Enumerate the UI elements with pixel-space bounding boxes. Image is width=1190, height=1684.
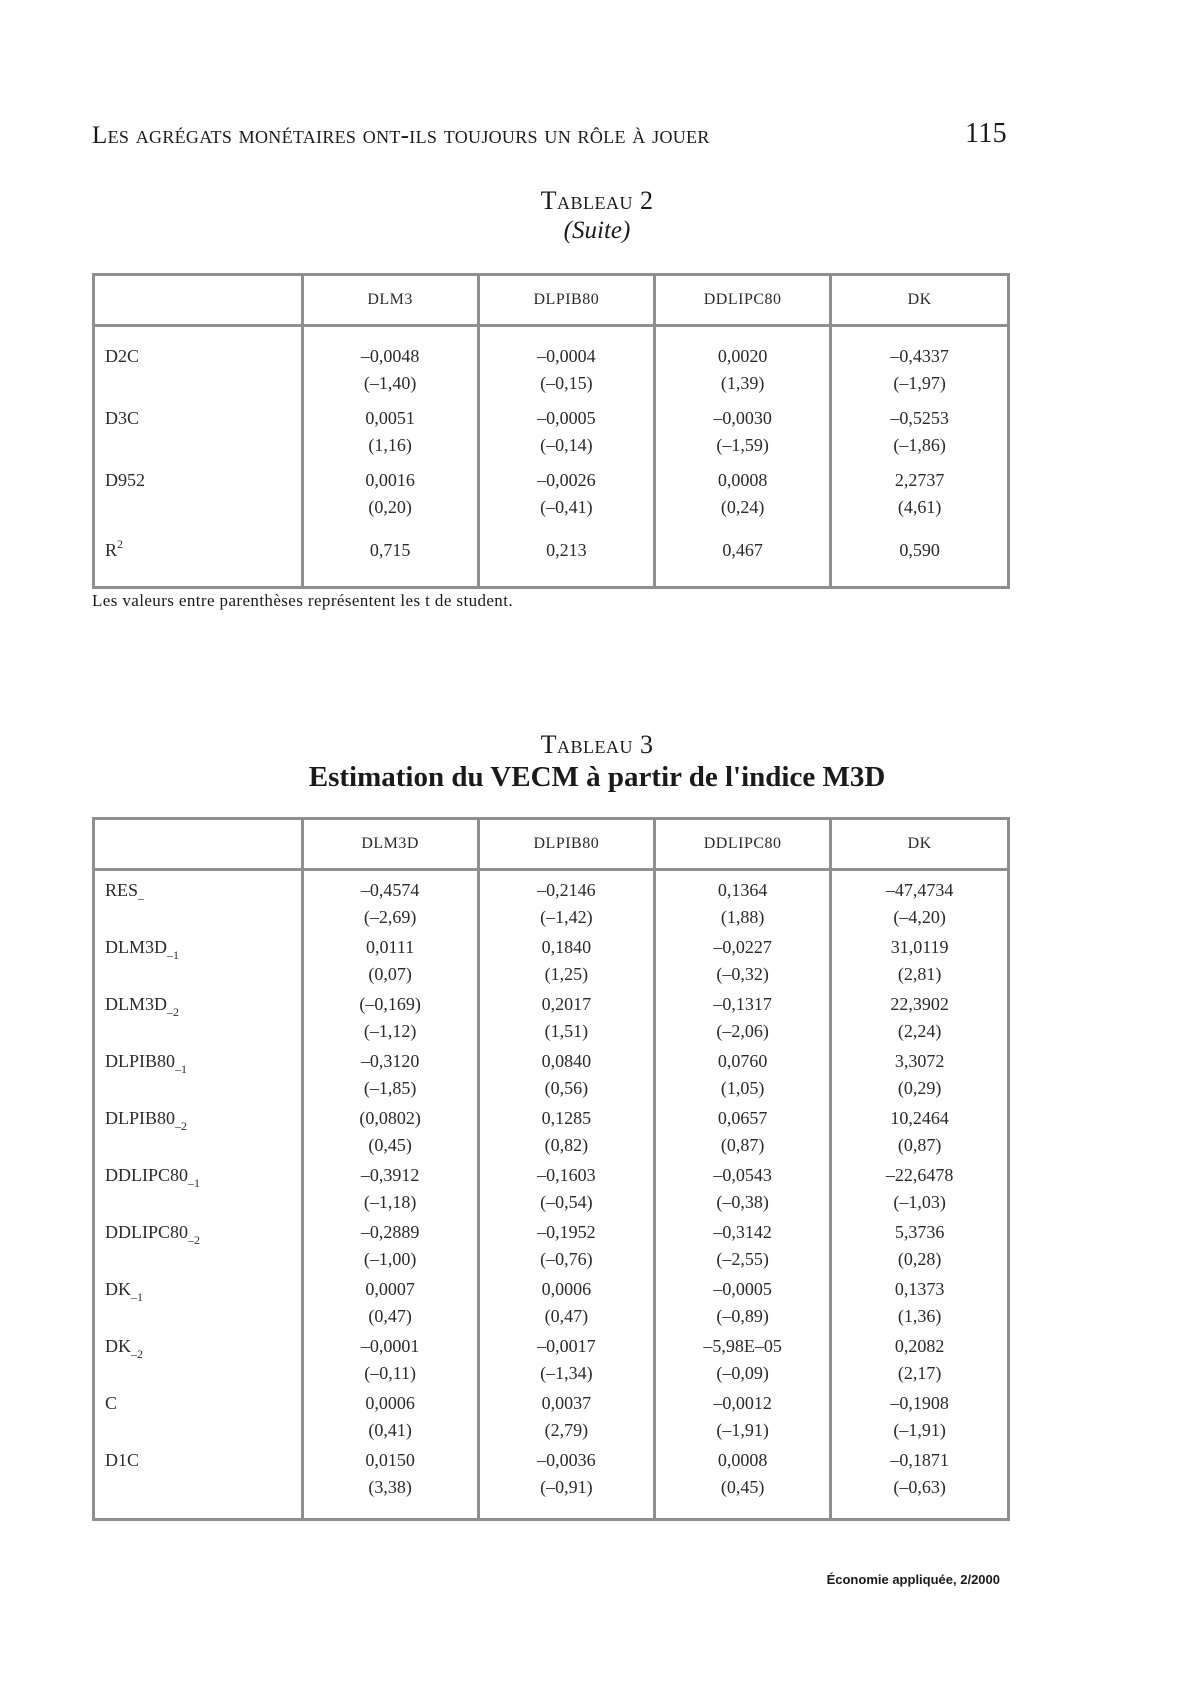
r2-value: 0,590	[831, 523, 1007, 586]
row-label-name: DK	[105, 1279, 131, 1299]
table3-cell	[655, 1219, 831, 1276]
coefficient-value: 0,0007	[365, 1279, 415, 1299]
row-label-name: DDLIPC80	[105, 1222, 189, 1242]
table3-cell	[302, 1276, 478, 1333]
t-statistic: (–1,97)	[893, 373, 946, 393]
table2-cell	[302, 326, 478, 400]
coefficient-value: 22,3902	[890, 994, 949, 1014]
table3-cell	[831, 1390, 1007, 1447]
t-statistic: (2,17)	[897, 1363, 942, 1383]
t-statistic: (–0,38)	[716, 1192, 769, 1212]
row-label-name: D2C	[105, 346, 140, 366]
r2-value: 0,213	[478, 523, 654, 586]
coefficient-value: –0,4337	[890, 346, 949, 366]
t-statistic: (–0,14)	[540, 435, 593, 455]
t-statistic: (1,36)	[897, 1306, 942, 1326]
table3-row	[95, 870, 1007, 935]
coefficient-value: –0,4574	[360, 880, 420, 900]
table3-frame	[92, 817, 1010, 1521]
table3-cell	[655, 870, 831, 935]
table3-col-header: DDLIPC80	[655, 820, 831, 870]
table2-header-row	[95, 276, 1007, 326]
coefficient-value: 0,1840	[541, 937, 592, 957]
table2-row	[95, 399, 1007, 461]
t-statistic: (–0,89)	[716, 1306, 769, 1326]
table3-cell	[302, 1447, 478, 1518]
table3-row-label	[95, 1162, 302, 1219]
table3-cell	[302, 1219, 478, 1276]
table3-col-header: DK	[831, 820, 1007, 870]
t-statistic: (0,20)	[368, 497, 412, 517]
table3-cell	[302, 1333, 478, 1390]
table3-cell	[478, 934, 654, 991]
coefficient-value: 31,0119	[890, 937, 949, 957]
table3-col-header: DLM3D	[302, 820, 478, 870]
row-label-lag: –1	[175, 1062, 188, 1076]
table3-row	[95, 934, 1007, 991]
t-statistic: (0,47)	[368, 1306, 412, 1326]
table2-cell	[302, 399, 478, 461]
journal-footer: Économie appliquée, 2/2000	[826, 1572, 1000, 1587]
coefficient-value: 0,0020	[717, 346, 768, 366]
t-statistic: (–1,86)	[893, 435, 946, 455]
coefficient-value: –0,0030	[713, 408, 772, 428]
table3-cell	[831, 1447, 1007, 1518]
coefficient-value: –0,0227	[713, 937, 772, 957]
table3-cell	[478, 1333, 654, 1390]
table3-cell	[302, 991, 478, 1048]
row-label-name: D952	[105, 470, 145, 490]
page-number: 115	[965, 118, 1007, 149]
coefficient-value: –0,0004	[537, 346, 596, 366]
table2-col-header: DLM3	[302, 276, 478, 326]
coefficient-value: –0,0005	[537, 408, 596, 428]
t-statistic: (2,24)	[897, 1021, 942, 1041]
table2-row-label	[95, 326, 302, 400]
table3-cell	[478, 991, 654, 1048]
coefficient-value: –0,0001	[360, 1336, 420, 1356]
table3-row-label	[95, 1105, 302, 1162]
coefficient-value: –22,6478	[885, 1165, 954, 1185]
row-label-lag: –	[138, 891, 145, 905]
table3-cell	[302, 1390, 478, 1447]
table3-cell	[831, 1048, 1007, 1105]
t-statistic: (1,05)	[720, 1078, 765, 1098]
t-statistic: (1,51)	[544, 1021, 589, 1041]
table3-cell	[831, 1333, 1007, 1390]
coefficient-value: 0,0657	[717, 1108, 768, 1128]
table3-cell	[831, 1219, 1007, 1276]
coefficient-value: 0,0051	[365, 408, 415, 428]
table2-row	[95, 461, 1007, 523]
t-statistic: (0,87)	[720, 1135, 765, 1155]
row-label-lag: –1	[167, 948, 179, 962]
coefficient-value: 0,0111	[366, 937, 415, 957]
coefficient-value: 3,3072	[894, 1051, 945, 1071]
table3-row	[95, 1276, 1007, 1333]
table2	[95, 276, 1007, 586]
coefficient-value: 0,0760	[717, 1051, 768, 1071]
t-statistic: (–0,76)	[540, 1249, 593, 1269]
coefficient-value: –0,1871	[890, 1450, 949, 1470]
table3-row-label	[95, 934, 302, 991]
table2-col-header: DLPIB80	[478, 276, 654, 326]
table3-row	[95, 1048, 1007, 1105]
table3-cell	[655, 1162, 831, 1219]
table3-cell	[478, 1219, 654, 1276]
table3-cell	[655, 1048, 831, 1105]
t-statistic: (0,07)	[368, 964, 412, 984]
table3-cell	[831, 1276, 1007, 1333]
coefficient-value: –0,1317	[713, 994, 772, 1014]
row-label-lag: –2	[175, 1119, 188, 1133]
table3-caption	[92, 730, 1102, 794]
t-statistic: (0,29)	[897, 1078, 942, 1098]
table3-label: Tableau 3	[540, 730, 654, 759]
coefficient-value: –0,1908	[890, 1393, 949, 1413]
table2-col-header: DK	[831, 276, 1007, 326]
t-statistic: (1,88)	[720, 907, 765, 927]
t-statistic: (0,24)	[720, 497, 765, 517]
table3-cell	[302, 934, 478, 991]
row-label-name: RES	[105, 880, 139, 900]
coefficient-value: –0,2146	[537, 880, 596, 900]
t-statistic: (–1,12)	[363, 1021, 417, 1041]
row-label-name: D1C	[105, 1450, 140, 1470]
t-statistic: (–0,15)	[540, 373, 593, 393]
t-statistic: (–1,85)	[363, 1078, 417, 1098]
coefficient-value: –0,0026	[537, 470, 596, 490]
t-statistic: (0,82)	[544, 1135, 589, 1155]
table3-row	[95, 1390, 1007, 1447]
table3-cell	[655, 1105, 831, 1162]
t-statistic: (–0,09)	[716, 1363, 769, 1383]
row-label-lag: –1	[188, 1176, 201, 1190]
table2-subtitle: (Suite)	[563, 217, 631, 244]
table3	[95, 820, 1007, 1518]
row-label-name: DLM3D	[105, 994, 167, 1014]
t-statistic: (0,28)	[897, 1249, 942, 1269]
t-statistic: (–1,91)	[893, 1420, 946, 1440]
running-head	[92, 118, 1007, 158]
coefficient-value: 0,0150	[365, 1450, 415, 1470]
table3-cell	[478, 1105, 654, 1162]
t-statistic: (–1,59)	[716, 435, 769, 455]
table2-row	[95, 326, 1007, 400]
row-label-lag: –2	[131, 1347, 143, 1361]
table2-frame	[92, 273, 1010, 589]
table2-cell	[655, 399, 831, 461]
t-statistic: (–1,00)	[363, 1249, 417, 1269]
table3-row-label	[95, 1219, 302, 1276]
table3-cell	[831, 934, 1007, 991]
t-statistic: (1,39)	[720, 373, 765, 393]
coefficient-value: –0,0017	[537, 1336, 596, 1356]
coefficient-value: –0,0048	[360, 346, 420, 366]
t-statistic: (0,45)	[720, 1477, 765, 1497]
coefficient-value: –0,3120	[360, 1051, 420, 1071]
t-statistic: (–1,03)	[893, 1192, 946, 1212]
coefficient-value: –0,0012	[713, 1393, 772, 1413]
t-statistic: (–0,41)	[540, 497, 593, 517]
t-statistic: (–0,63)	[893, 1477, 946, 1497]
row-label-superscript: 2	[117, 537, 124, 551]
t-statistic: (1,16)	[368, 435, 412, 455]
table3-row-label	[95, 1447, 302, 1518]
t-statistic: (–1,18)	[363, 1192, 417, 1212]
t-statistic: (–0,54)	[540, 1192, 593, 1212]
table3-cell	[478, 1276, 654, 1333]
t-statistic: (0,87)	[897, 1135, 942, 1155]
t-statistic: (2,81)	[897, 964, 942, 984]
table3-cell	[831, 991, 1007, 1048]
table2-cell	[655, 326, 831, 400]
table3-cell	[655, 1390, 831, 1447]
table2-cell	[302, 461, 478, 523]
table3-header-row	[95, 820, 1007, 870]
coefficient-value: –0,5253	[890, 408, 949, 428]
table2-cell	[478, 326, 654, 400]
coefficient-value: 0,0008	[717, 1450, 768, 1470]
table2-row-label	[95, 523, 302, 586]
coefficient-value: –0,0036	[537, 1450, 596, 1470]
coefficient-value: –0,3142	[713, 1222, 772, 1242]
t-statistic: (0,41)	[368, 1420, 412, 1440]
coefficient-value: 0,1285	[541, 1108, 592, 1128]
table2-cell	[655, 461, 831, 523]
table2-cell	[831, 399, 1007, 461]
row-label-name: DLPIB80	[105, 1108, 176, 1128]
table3-cell	[302, 1105, 478, 1162]
row-label-name: DK	[105, 1336, 131, 1356]
t-statistic: (–0,11)	[364, 1363, 417, 1383]
table3-row	[95, 1162, 1007, 1219]
coefficient-value: –0,3912	[360, 1165, 420, 1185]
t-statistic: (–2,69)	[363, 907, 417, 927]
table2-row-label	[95, 461, 302, 523]
coefficient-value: 5,3736	[894, 1222, 945, 1242]
t-statistic: (–1,42)	[540, 907, 593, 927]
table3-row-label	[95, 1333, 302, 1390]
table3-cell	[302, 1162, 478, 1219]
t-statistic: (–0,91)	[540, 1477, 593, 1497]
table3-col-header: DLPIB80	[478, 820, 654, 870]
table3-cell	[831, 1105, 1007, 1162]
table3-cell	[655, 1447, 831, 1518]
t-statistic: (4,61)	[897, 497, 942, 517]
table3-cell	[831, 870, 1007, 935]
table3-cell	[655, 1276, 831, 1333]
table3-row-label	[95, 870, 302, 935]
row-label-lag: –2	[188, 1233, 201, 1247]
coefficient-value: 0,1373	[894, 1279, 945, 1299]
row-label-lag: –1	[131, 1290, 143, 1304]
running-head-title: Les agrégats monétaires ont-ils toujours un rôle à jouer	[92, 122, 710, 149]
table3-title: Estimation du VECM à partir de l'indice M3D	[308, 761, 886, 793]
coefficient-value: –0,0543	[713, 1165, 772, 1185]
t-statistic: (0,47)	[544, 1306, 589, 1326]
t-statistic: (2,79)	[544, 1420, 589, 1440]
row-label-name: DLM3D	[105, 937, 167, 957]
t-statistic: (–2,06)	[716, 1021, 769, 1041]
table2-cell	[478, 399, 654, 461]
coefficient-value: 0,1364	[717, 880, 768, 900]
table3-row	[95, 1219, 1007, 1276]
t-statistic: (–4,20)	[893, 907, 946, 927]
table3-cell	[478, 870, 654, 935]
t-statistic: (–1,91)	[716, 1420, 769, 1440]
t-statistic: (–0,32)	[716, 964, 769, 984]
table3-row	[95, 1105, 1007, 1162]
coefficient-value: –47,4734	[885, 880, 954, 900]
coefficient-value: 2,2737	[894, 470, 945, 490]
coefficient-value: 0,2017	[541, 994, 592, 1014]
coefficient-value: (0,0802)	[359, 1108, 421, 1128]
coefficient-value: 0,2082	[894, 1336, 945, 1356]
coefficient-value: 0,0006	[365, 1393, 415, 1413]
t-statistic: (–1,40)	[363, 373, 417, 393]
table3-cell	[655, 991, 831, 1048]
table3-cell	[478, 1447, 654, 1518]
coefficient-value: 0,0008	[717, 470, 768, 490]
table3-cell	[831, 1162, 1007, 1219]
r2-value: 0,715	[302, 523, 478, 586]
table2-row-label	[95, 399, 302, 461]
table2-cell	[831, 326, 1007, 400]
table3-row-label	[95, 1390, 302, 1447]
coefficient-value: –5,98E–05	[703, 1336, 782, 1356]
table2-cell	[831, 461, 1007, 523]
table3-cell	[302, 1048, 478, 1105]
coefficient-value: 0,0016	[365, 470, 415, 490]
r2-value: 0,467	[655, 523, 831, 586]
table2-cell	[478, 461, 654, 523]
table2-caption	[92, 186, 1102, 246]
coefficient-value: 0,0840	[541, 1051, 592, 1071]
table3-row-label	[95, 991, 302, 1048]
table3-cell	[478, 1162, 654, 1219]
table3-cell	[655, 1333, 831, 1390]
coefficient-value: –0,1952	[537, 1222, 596, 1242]
coefficient-value: 0,0006	[541, 1279, 592, 1299]
row-label-name: DDLIPC80	[105, 1165, 189, 1185]
t-statistic: (0,56)	[544, 1078, 589, 1098]
table3-row	[95, 1333, 1007, 1390]
table2-r2-row	[95, 523, 1007, 586]
coefficient-value: 10,2464	[890, 1108, 949, 1128]
table3-row-label	[95, 1048, 302, 1105]
t-statistic: (0,45)	[368, 1135, 412, 1155]
coefficient-value: –0,1603	[537, 1165, 596, 1185]
t-statistic: (3,38)	[368, 1477, 412, 1497]
t-statistic: (–1,34)	[540, 1363, 593, 1383]
table2-stub-header	[95, 276, 302, 326]
t-statistic: (–2,55)	[716, 1249, 769, 1269]
table3-stub-header	[95, 820, 302, 870]
table3-row-label	[95, 1276, 302, 1333]
coefficient-value: (–0,169)	[359, 994, 421, 1014]
t-statistic: (1,25)	[544, 964, 589, 984]
table2-label: Tableau 2	[540, 186, 654, 215]
row-label-name: R	[105, 540, 118, 560]
table3-cell	[302, 870, 478, 935]
coefficient-value: –0,0005	[713, 1279, 772, 1299]
row-label-name: C	[105, 1393, 118, 1413]
table3-cell	[655, 934, 831, 991]
table3-row	[95, 1447, 1007, 1518]
table3-cell	[478, 1048, 654, 1105]
row-label-name: D3C	[105, 408, 140, 428]
table2-footnote: Les valeurs entre parenthèses représentent les t de student.	[92, 591, 513, 610]
row-label-lag: –2	[167, 1005, 179, 1019]
row-label-name: DLPIB80	[105, 1051, 176, 1071]
coefficient-value: –0,2889	[360, 1222, 420, 1242]
table3-cell	[478, 1390, 654, 1447]
coefficient-value: 0,0037	[541, 1393, 592, 1413]
table2-col-header: DDLIPC80	[655, 276, 831, 326]
table3-row	[95, 991, 1007, 1048]
